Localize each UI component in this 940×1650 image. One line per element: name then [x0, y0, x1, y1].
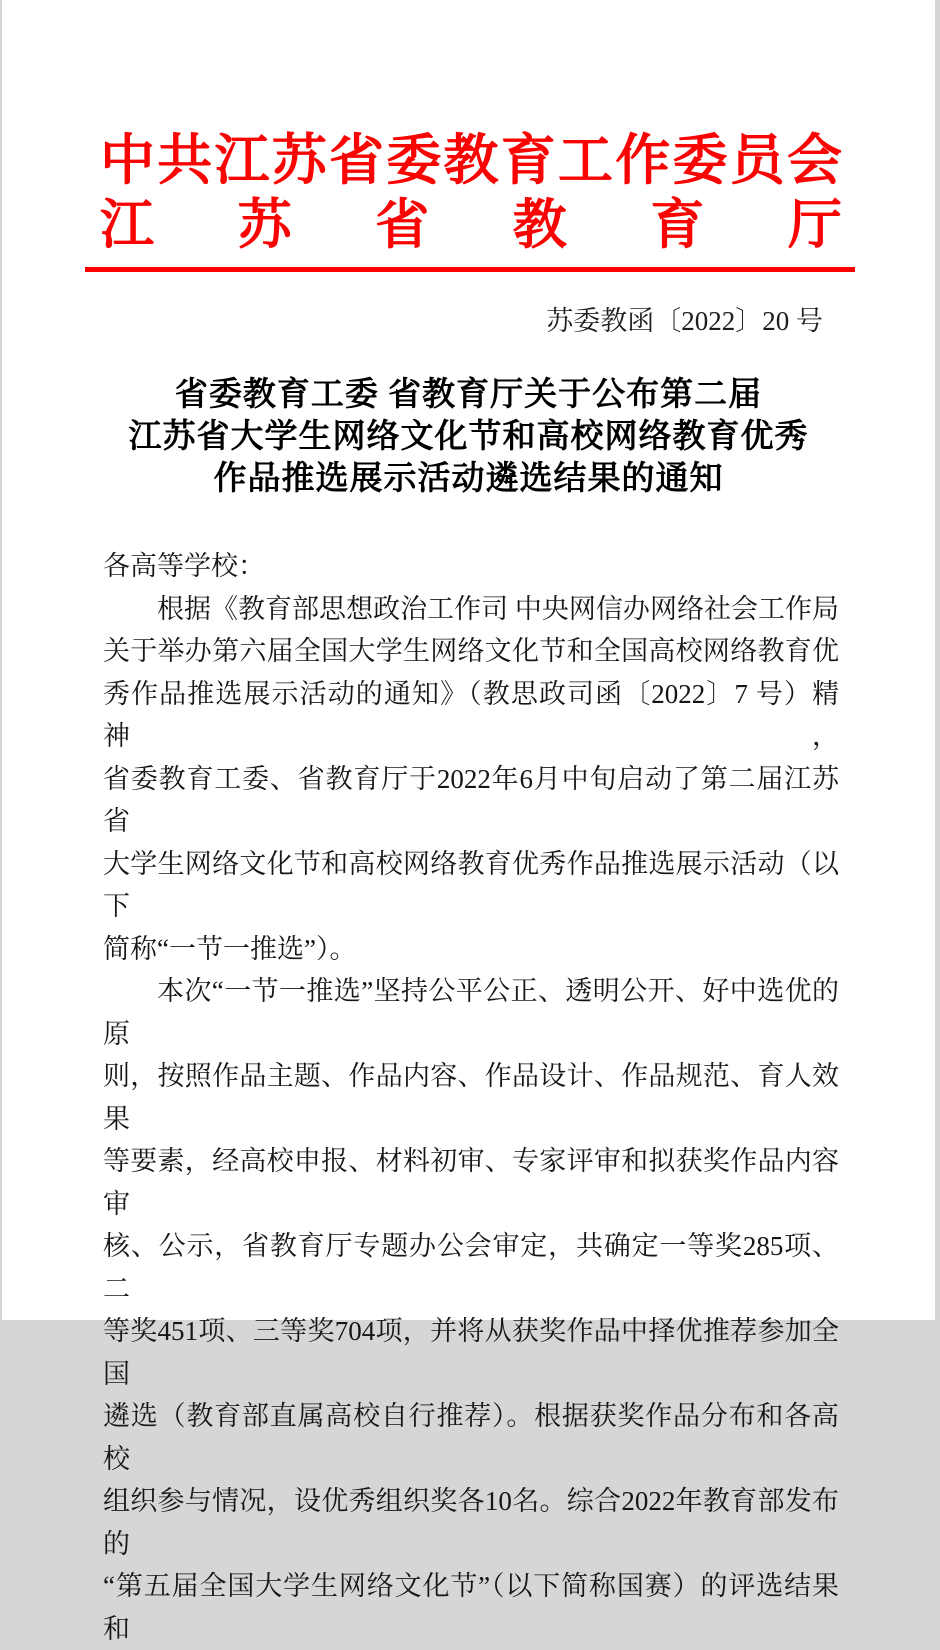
- body-line: “第五届全国大学生网络文化节”（以下简称国赛）的评选结果和: [103, 1565, 839, 1650]
- letterhead-org-line1: 中共江苏省委教育工作委员会: [100, 128, 842, 194]
- body-line: 等奖451项、三等奖704项，并将从获奖作品中择优推荐参加全国: [103, 1310, 839, 1395]
- document-reference-number: 苏委教函〔2022〕20 号: [2, 303, 935, 339]
- body-line: 根据《教育部思想政治工作司 中央网信办网络社会工作局: [103, 588, 839, 631]
- body-line: 等要素，经高校申报、材料初审、专家评审和拟获奖作品内容审: [103, 1140, 839, 1225]
- body-paragraphs: [103, 588, 839, 1650]
- document-title: [2, 374, 935, 500]
- document-body: [103, 545, 839, 1650]
- body-line: 大学生网络文化节和高校网络教育优秀作品推选展示活动（以下: [103, 843, 839, 928]
- letterhead-org-line2: 江苏省教育厅: [100, 194, 842, 256]
- document-page: [2, 0, 935, 1320]
- body-line: 组织参与情况，设优秀组织奖各10名。综合2022年教育部发布的: [103, 1480, 839, 1565]
- salutation: 各高等学校：: [103, 545, 839, 588]
- body-line: 遴选（教育部直属高校自行推荐）。根据获奖作品分布和各高校: [103, 1395, 839, 1480]
- letterhead-divider-rule: [85, 267, 855, 272]
- body-line: 核、公示，省教育厅专题办公会审定，共确定一等奖285项、二: [103, 1225, 839, 1310]
- body-line: 关于举办第六届全国大学生网络文化节和全国高校网络教育优: [103, 630, 839, 673]
- body-line: 秀作品推选展示活动的通知》（教思政司函〔2022〕7 号）精神，: [103, 673, 839, 758]
- body-line: 本次“一节一推选”坚持公平公正、透明公开、好中选优的原: [103, 970, 839, 1055]
- title-line: 省委教育工委 省教育厅关于公布第二届: [2, 374, 935, 416]
- body-line: 省委教育工委、省教育厅于2022年6月中旬启动了第二届江苏省: [103, 758, 839, 843]
- body-line: 则，按照作品主题、作品内容、作品设计、作品规范、育人效果: [103, 1055, 839, 1140]
- body-line: 简称“一节一推选”）。: [103, 928, 839, 971]
- title-line: 作品推选展示活动遴选结果的通知: [2, 458, 935, 500]
- title-line: 江苏省大学生网络文化节和高校网络教育优秀: [2, 416, 935, 458]
